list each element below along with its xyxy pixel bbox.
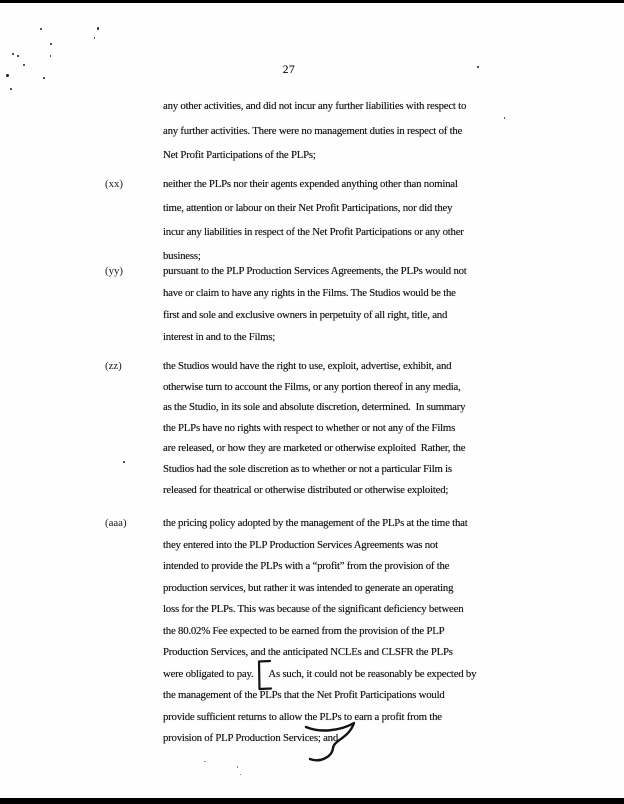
text-line: the PLPs have no rights with respect to whether or not any of the Films bbox=[163, 421, 456, 434]
text-line: as the Studio, in its sole and absolute discretion, determined. In summary bbox=[163, 401, 466, 414]
text-line: time, attention or labour on their Net Profit Participations, nor did they bbox=[163, 202, 453, 214]
paragraph-label: (xx) bbox=[105, 178, 123, 190]
scan-speck bbox=[94, 37, 95, 39]
text-line: intended to provide the PLPs with a “profit” from the provision of the bbox=[163, 560, 450, 572]
scan-speck bbox=[43, 77, 45, 79]
text-line: loss for the PLPs. This was because of the significant deficiency between bbox=[163, 603, 464, 615]
paragraph-intro bbox=[105, 94, 565, 168]
text-line-with-open-bracket bbox=[163, 664, 565, 686]
page-number: 27 bbox=[282, 64, 296, 76]
text-segment: the PLPs bbox=[304, 710, 342, 723]
text-line: Production Services, and the anticipated NCLEs and CLSFR the PLPs bbox=[163, 646, 453, 658]
scan-speck bbox=[240, 774, 241, 775]
scan-speck bbox=[10, 88, 12, 90]
text-line: business; bbox=[163, 250, 201, 262]
scan-speck bbox=[23, 64, 25, 66]
paragraph-yy bbox=[105, 260, 565, 348]
scan-edge-artifact-bottom bbox=[0, 798, 624, 804]
text-line: otherwise turn to account the Films, or any portion thereof in any media, bbox=[163, 380, 461, 393]
text-line: incur any liabilities in respect of the Net Profit Participations or any other bbox=[163, 226, 464, 238]
text-line: the Studios would have the right to use, exploit, advertise, exhibit, and bbox=[163, 360, 452, 372]
text-line: they entered into the PLP Production Services Agreements was not bbox=[163, 538, 438, 551]
text-line: Net Profit Participations of the PLPs; bbox=[163, 149, 316, 161]
scan-speck bbox=[12, 53, 14, 55]
paragraph-aaa bbox=[105, 513, 565, 750]
text-line: the pricing policy adopted by the management of the PLPs at the time that bbox=[163, 517, 468, 529]
scan-speck bbox=[204, 761, 206, 762]
text-line: Studios had the sole discretion as to whether or not a particular Film is bbox=[163, 462, 452, 475]
paragraph-zz bbox=[105, 356, 565, 500]
text-line-with-close-bracket bbox=[163, 707, 565, 729]
text-line: any further activities. There were no management duties in respect of the bbox=[163, 124, 463, 137]
text-line: provision of PLP Production Services; and bbox=[163, 732, 339, 744]
text-line: any other activities, and did not incur any further liabilities with respect to bbox=[163, 100, 467, 112]
scan-speck bbox=[17, 55, 19, 57]
scan-speck bbox=[40, 28, 42, 30]
scan-speck bbox=[6, 74, 9, 77]
text-line: production services, but rather it was intended to generate an operating bbox=[163, 581, 454, 594]
paragraph-label: (zz) bbox=[105, 360, 122, 372]
scan-speck bbox=[50, 43, 52, 45]
text-line: the 80.02% Fee expected to be earned from the provision of the PLP bbox=[163, 624, 445, 637]
text-line: released for theatrical or otherwise distributed or otherwise exploited; bbox=[163, 483, 449, 496]
text-line: pursuant to the PLP Production Services Agreements, the PLPs would not bbox=[163, 265, 467, 277]
text-line: neither the PLPs nor their agents expended anything other than nominal bbox=[163, 178, 458, 190]
text-segment: provide sufficient returns to allow bbox=[163, 710, 305, 723]
text-line: the management of the PLPs that the Net Profit Participations would bbox=[163, 689, 445, 701]
text-line: first and sole and exclusive owners in perpetuity of all right, title, and bbox=[163, 309, 448, 321]
scan-speck bbox=[97, 27, 99, 30]
text-segment: were obligated to pay. bbox=[163, 667, 254, 680]
scan-speck bbox=[477, 66, 479, 68]
scan-edge-artifact-top bbox=[0, 0, 624, 3]
scan-speck bbox=[50, 55, 51, 57]
paragraph-label: (yy) bbox=[105, 265, 123, 277]
text-line: interest in and to the Films; bbox=[163, 331, 276, 343]
paragraph-xx bbox=[105, 172, 565, 268]
paragraph-label: (aaa) bbox=[105, 517, 127, 529]
scan-speck bbox=[504, 117, 505, 119]
text-line: have or claim to have any rights in the Films. The Studios would be the bbox=[163, 287, 456, 299]
text-segment: As such, it could not be reasonably be expected by bbox=[268, 667, 477, 680]
text-segment: to earn a profit from the bbox=[341, 710, 442, 723]
scan-speck bbox=[237, 766, 238, 768]
text-line: are released, or how they are marketed or otherwise exploited Rather, the bbox=[163, 442, 466, 455]
scan-speck bbox=[123, 461, 125, 463]
